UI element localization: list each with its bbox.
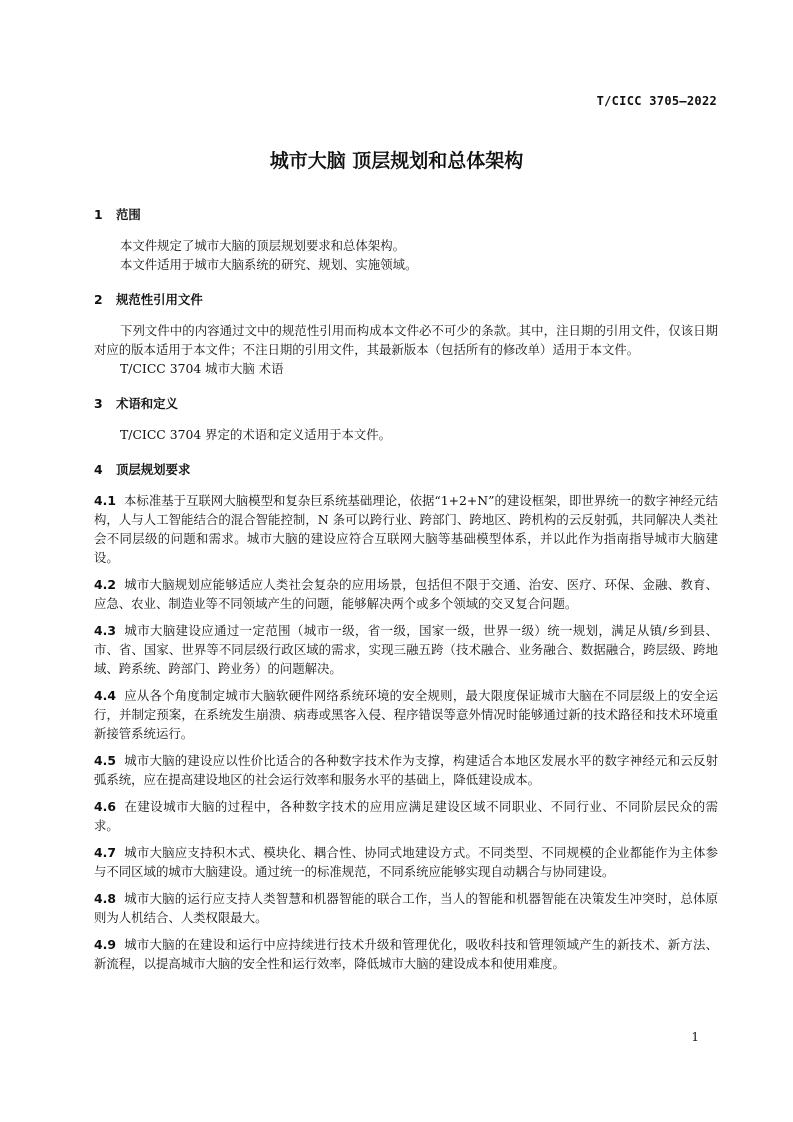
section-number: 4	[94, 462, 103, 477]
page-number: 1	[691, 1030, 699, 1044]
clause-number: 4.4	[94, 688, 116, 703]
section-title: 规范性引用文件	[116, 292, 203, 307]
clause-number: 4.6	[94, 799, 116, 814]
paragraph: T/CICC 3704 界定的术语和定义适用于本文件。	[120, 427, 392, 442]
clause-4-1	[94, 491, 718, 567]
clause-4-2	[94, 575, 718, 613]
clause-text: 城市大脑的运行应支持人类智慧和机器智能的联合工作，当人的智能和机器智能在决策发生冲突时，总体原则为人机结合、人类权限最大。	[94, 891, 718, 925]
clause-text: 在建设城市大脑的过程中，各种数字技术的应用应满足建设区域不同职业、不同行业、不同阶层民众的需求。	[94, 799, 718, 833]
section-heading	[94, 205, 718, 224]
paragraph: 本文件规定了城市大脑的顶层规划要求和总体架构。	[120, 238, 405, 253]
section-title: 顶层规划要求	[116, 462, 191, 477]
clause-number: 4.7	[94, 845, 116, 860]
clause-text: 城市大脑建设应通过一定范围（城市一级，省一级，国家一级，世界一级）统一规划，满足从镇/乡到县、市、省、国家、世界等不同层级行政区域的需求，实现三融五跨（技术融合、业务融合、数据融合，跨层级、跨地域、跨系统、跨部门、跨业务）的问题解决。	[94, 623, 718, 676]
clause-4-5	[94, 751, 718, 789]
clause-number: 4.8	[94, 891, 116, 906]
reference-entry: T/CICC 3704 城市大脑 术语	[120, 361, 284, 376]
document-body	[94, 205, 718, 989]
clause-text: 本标准基于互联网大脑模型和复杂巨系统基础理论，依据“1+2+N”的建设框架，即世界统一的数字神经元结构，人与人工智能结合的混合智能控制，N 条可以跨行业、跨部门、跨地区、跨机构的云反射弧，共同解决人类社会不同层级的问题和需求。城市大脑的建设应符合互联网大脑等基础模型体系，并以此作为指南指导城市大脑建设。	[94, 493, 718, 565]
clause-4-7	[94, 843, 718, 881]
clause-number: 4.3	[94, 623, 116, 638]
section-heading	[94, 394, 718, 413]
clause-4-6	[94, 797, 718, 835]
clause-number: 4.9	[94, 937, 116, 952]
section-number: 3	[94, 396, 103, 411]
section-normative-references	[94, 290, 718, 378]
clause-4-8	[94, 889, 718, 927]
clause-4-4	[94, 686, 718, 743]
clause-4-3	[94, 621, 718, 678]
section-heading	[94, 290, 718, 309]
section-heading	[94, 460, 718, 479]
section-scope	[94, 205, 718, 274]
section-title: 范围	[116, 207, 141, 222]
clause-number: 4.2	[94, 577, 116, 592]
clause-text: 城市大脑的在建设和运行中应持续进行技术升级和管理优化，吸收科技和管理领域产生的新技术、新方法、新流程，以提高城市大脑的安全性和运行效率，降低城市大脑的建设成本和使用难度。	[94, 937, 718, 971]
section-title: 术语和定义	[116, 396, 178, 411]
clause-text: 城市大脑的建设应以性价比适合的各种数字技术作为支撑，构建适合本地区发展水平的数字神经元和云反射弧系统，应在提高建设地区的社会运行效率和服务水平的基础上，降低建设成本。	[94, 753, 718, 787]
document-title: 城市大脑 顶层规划和总体架构	[269, 150, 524, 172]
paragraph: 本文件适用于城市大脑系统的研究、规划、实施领域。	[120, 257, 418, 272]
section-number: 2	[94, 292, 103, 307]
clause-text: 城市大脑应支持积木式、模块化、耦合性、协同式地建设方式。不同类型、不同规模的企业都能作为主体参与不同区域的城市大脑建设。通过统一的标准规范，不同系统应能够实现自动耦合与协同建设。	[94, 845, 718, 879]
clause-text: 城市大脑规划应能够适应人类社会复杂的应用场景，包括但不限于交通、治安、医疗、环保、金融、教育、应急、农业、制造业等不同领域产生的问题，能够解决两个或多个领域的交叉复合问题。	[94, 577, 718, 611]
section-top-level-requirements	[94, 460, 718, 973]
paragraph: 下列文件中的内容通过文中的规范性引用而构成本文件必不可少的条款。其中，注日期的引用文件，仅该日期对应的版本适用于本文件；不注日期的引用文件，其最新版本（包括所有的修改单）适用于本文件。	[94, 323, 718, 357]
clause-number: 4.5	[94, 753, 116, 768]
clause-4-9	[94, 935, 718, 973]
clause-number: 4.1	[94, 493, 116, 508]
clause-text: 应从各个角度制定城市大脑软硬件网络系统环境的安全规则，最大限度保证城市大脑在不同层级上的安全运行，并制定预案，在系统发生崩溃、病毒或黑客入侵、程序错误等意外情况时能够通过新的技术路径和技术环境重新接管系统运行。	[94, 688, 718, 741]
standard-code: T/CICC 3705—2022	[596, 94, 717, 108]
section-terms-definitions	[94, 394, 718, 444]
section-number: 1	[94, 207, 103, 222]
